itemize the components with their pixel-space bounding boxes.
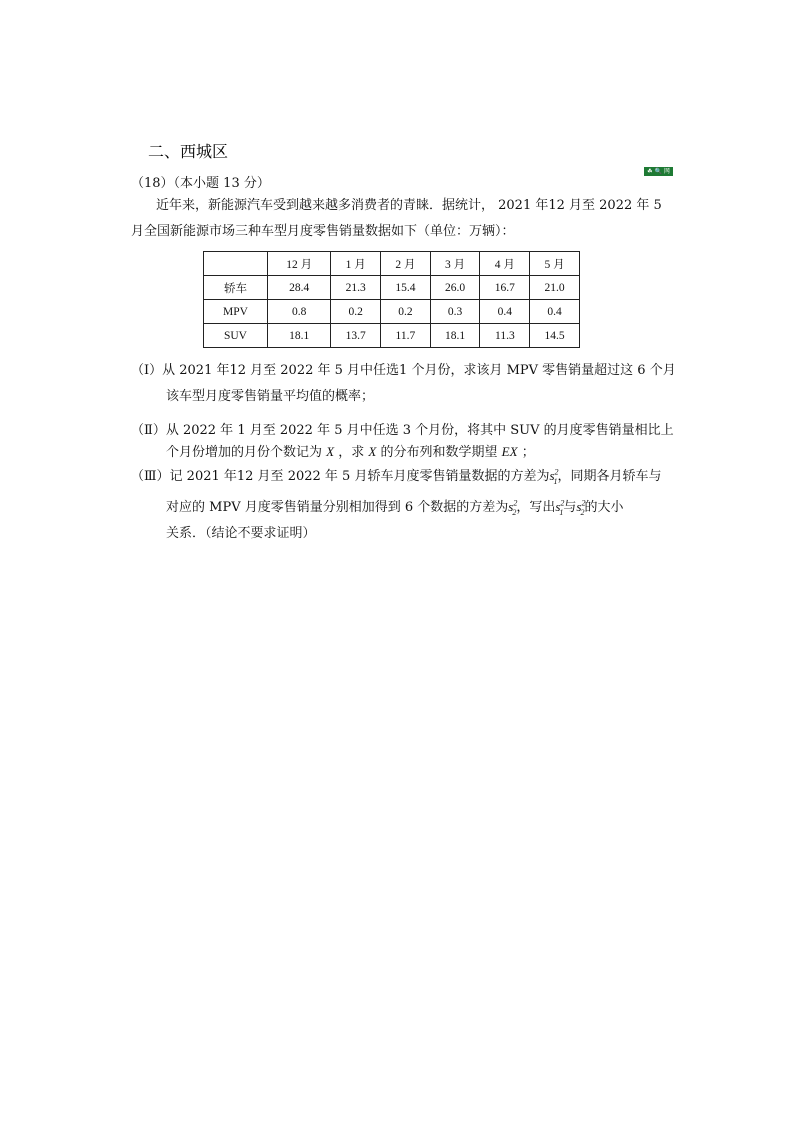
- table-cell: 0.3: [430, 300, 480, 324]
- part3-text: 对应的 MPV 月度零售销量分别相加得到 6 个数据的方差为: [166, 500, 509, 515]
- table-cell: 21.3: [331, 276, 381, 300]
- row-label: MPV: [204, 300, 268, 324]
- section-title: 二、西城区: [148, 142, 229, 161]
- part2-text: 个月份增加的月份个数记为: [166, 445, 323, 460]
- table-cell: 18.1: [430, 324, 480, 348]
- table-cell: 16.7: [480, 276, 530, 300]
- table-cell: 28.4: [268, 276, 331, 300]
- table-cell: 0.4: [530, 300, 580, 324]
- table-row: [204, 276, 580, 300]
- table-header-cell: 4 月: [480, 252, 530, 276]
- table-cell: 0.2: [381, 300, 431, 324]
- table-row: [204, 300, 580, 324]
- table-cell: 14.5: [530, 324, 580, 348]
- part3-text: ，同期各月轿车与: [557, 469, 662, 484]
- part2-line-1: （Ⅱ）从 2022 年 1 月至 2022 年 5 月中任选 3 个月份，将其中 SUV 的月度零售销量相比上: [131, 423, 674, 438]
- part1-line-2: 该车型月度零售销量平均值的概率；: [166, 389, 375, 404]
- table-header-cell: 5 月: [530, 252, 580, 276]
- part2-text: 的分布列和数学期望: [380, 445, 498, 460]
- variable-x: X: [326, 444, 335, 459]
- part1-line-1: （Ⅰ）从 2021 年12 月至 2022 年 5 月中任选1 个月份，求该月 MPV 零售销量超过这 6 个月: [131, 363, 676, 378]
- part3-line-1: [131, 465, 662, 486]
- table-header-cell: 1 月: [331, 252, 381, 276]
- variable-s1-squared: $s^2_1$: [549, 467, 559, 486]
- part3-text: 与: [563, 500, 577, 515]
- row-label: SUV: [204, 324, 268, 348]
- part3-text: （Ⅲ）记 2021 年12 月至 2022 年 5 月轿车月度零售销量数据的方差为: [131, 469, 550, 484]
- table-cell: 13.7: [331, 324, 381, 348]
- part2-line-2: [166, 441, 535, 460]
- part3-line-2: [166, 496, 623, 517]
- variable-s2-squared: $s^2_2$: [576, 498, 586, 517]
- table-header-cell: 2 月: [381, 252, 431, 276]
- table-cell: 11.7: [381, 324, 431, 348]
- table-header-cell: 12 月: [268, 252, 331, 276]
- intro-line-2: 月全国新能源市场三种车型月度零售销量数据如下（单位：万辆）：: [131, 224, 515, 239]
- table-cell: 15.4: [381, 276, 431, 300]
- site-logo: ☘ 🔍 网: [644, 167, 673, 176]
- table-header-cell: [204, 252, 268, 276]
- question-header: （18）（本小题 13 分）: [131, 176, 270, 191]
- variable-ex: EX: [501, 444, 518, 459]
- table-header-row: [204, 252, 580, 276]
- variable-x: X: [368, 444, 377, 459]
- table-cell: 0.8: [268, 300, 331, 324]
- intro-line-1: 近年来，新能源汽车受到越来越多消费者的青睐．据统计， 2021 年12 月至 2022 年 5: [156, 198, 662, 213]
- table-cell: 21.0: [530, 276, 580, 300]
- variable-s2-squared: $s^2_2$: [508, 498, 518, 517]
- part3-line-3: 关系．（结论不要求证明）: [166, 526, 316, 541]
- table-cell: 0.4: [480, 300, 530, 324]
- part2-text: ，求: [338, 445, 365, 460]
- part2-text: ；: [521, 445, 535, 460]
- table-row: [204, 324, 580, 348]
- table-cell: 26.0: [430, 276, 480, 300]
- variable-s1-squared: $s^2_1$: [555, 498, 565, 517]
- row-label: 轿车: [204, 276, 268, 300]
- sales-table: [203, 251, 580, 348]
- table-cell: 0.2: [331, 300, 381, 324]
- part3-text: 的大小: [584, 500, 624, 515]
- part3-text: ，写出: [516, 500, 556, 515]
- table-cell: 18.1: [268, 324, 331, 348]
- table-header-cell: 3 月: [430, 252, 480, 276]
- table-cell: 11.3: [480, 324, 530, 348]
